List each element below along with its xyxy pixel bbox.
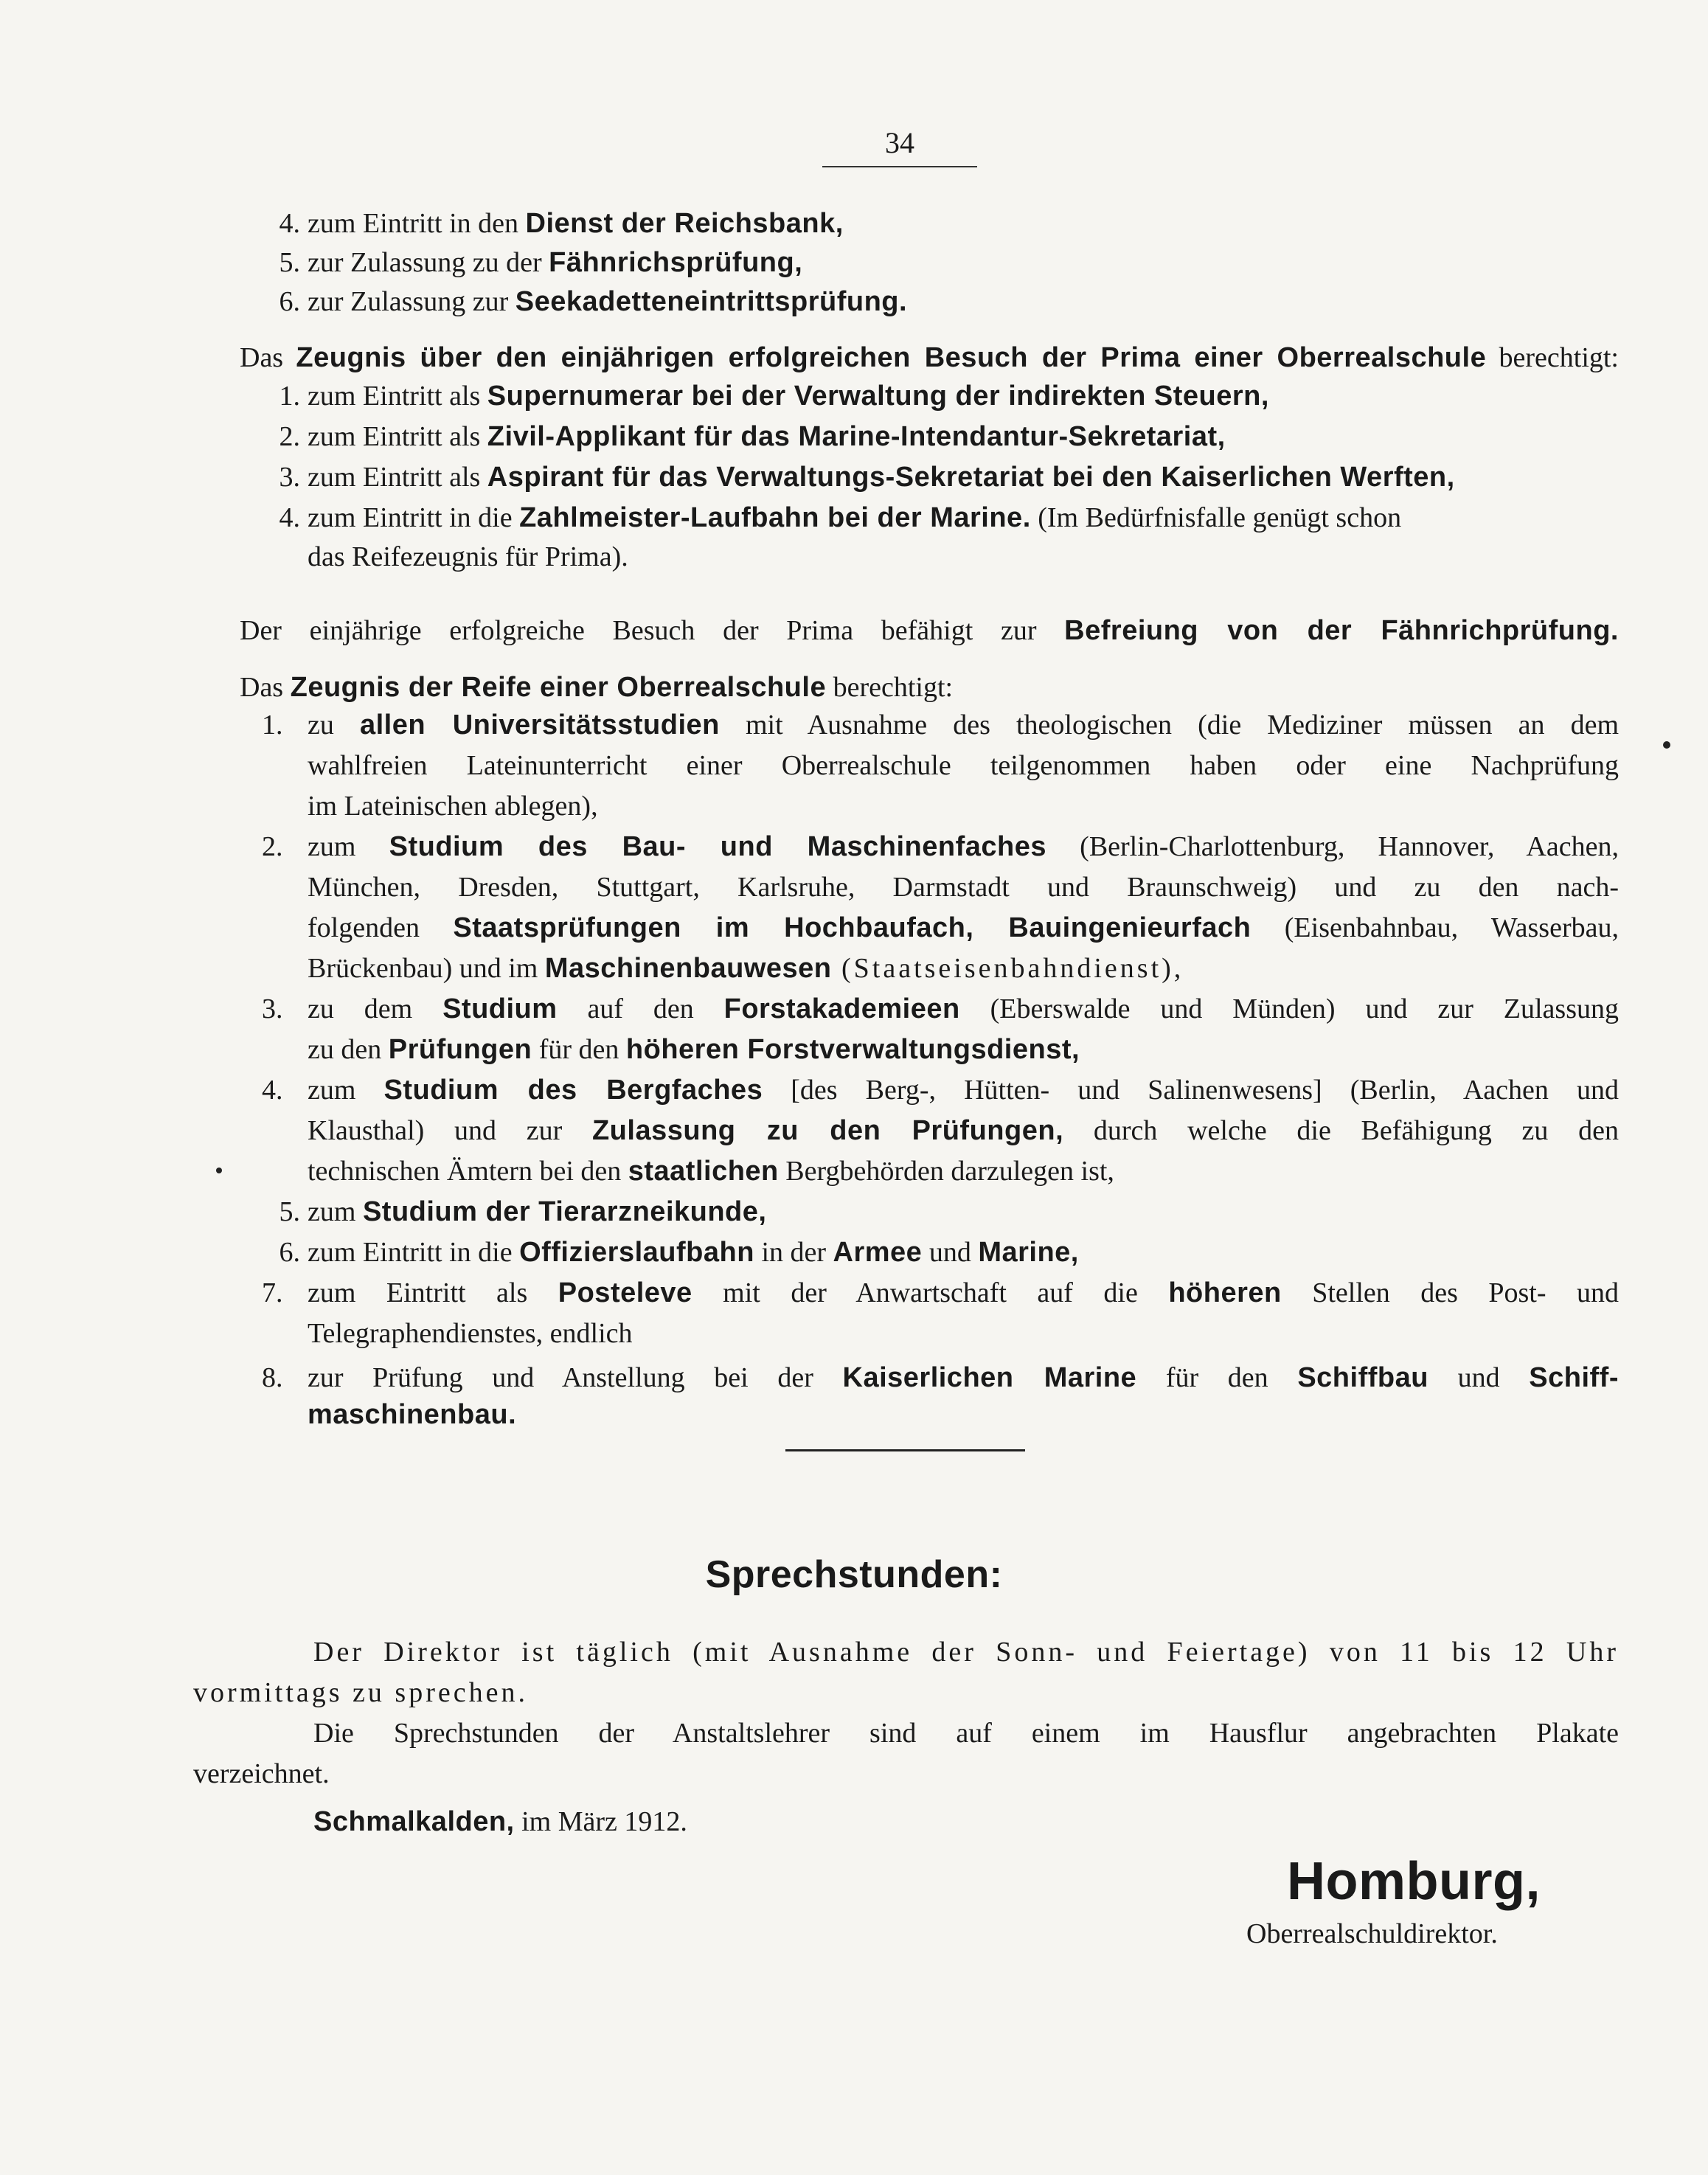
item-text: zum [308,1196,363,1227]
teacher-hours-text: Die Sprechstunden der Anstaltslehrer sind auf einem im Hausflur angebrachten Plakate [313,1718,1619,1749]
intro-post: berechtigt: [826,672,954,703]
item-continuation: München, Dresden, Stuttgart, Karlsruhe, Darmstadt und Braunschweig) und zu den nach- [308,872,1619,903]
list-item [262,707,1619,743]
cont-bold: Maschinenbauwesen [544,953,832,984]
cont-post: (Eisenbahnbau, Wasserbau, [1251,912,1619,943]
cont-bold: Prüfungen [388,1034,532,1065]
ink-speck [1663,741,1670,749]
item-mid: und [922,1237,979,1268]
item-bold: Studium [442,993,558,1024]
item-bold: Schiff- [1529,1362,1619,1393]
item-number: 1. [262,710,283,740]
item-bold: Supernumerar bei der Verwaltung der indirekten Steuern, [487,381,1269,412]
list-item [262,205,844,242]
einjaehrige-paragraph [240,612,1619,649]
item-bold: Studium der Tierarzneikunde, [362,1196,767,1227]
item-number: 4. [279,208,300,239]
item-continuation: Telegraphendienstes, endlich [308,1318,633,1349]
item-text: zum Eintritt in die [308,502,520,533]
item-mid: mit der Anwartschaft auf die [692,1277,1169,1308]
item-bold: Offizierslaufbahn [519,1237,754,1268]
item-continuation: im Lateinischen ablegen), [308,791,598,822]
item-number: 7. [262,1277,283,1308]
item-bold: Seekadetteneintrittsprüfung. [515,286,908,317]
intro-text: Das [240,672,291,703]
item-mid: in der [754,1237,833,1268]
signature-title: Oberrealschuldirektor. [1246,1918,1498,1949]
item-text: zur Prüfung und Anstellung bei der [308,1362,843,1393]
item-number: 2. [262,831,283,862]
item-bold: Fähnrichsprüfung, [549,247,803,278]
list-item [262,991,1619,1027]
item-bold: Forstakademieen [723,993,960,1024]
item-bold: Zivil-Applikant für das Marine-Intendantur-Sekretariat, [487,421,1226,452]
intro-text: Das [240,342,296,373]
prima-intro [240,339,1619,376]
signature: Homburg, [1287,1852,1541,1911]
item-text: zur Zulassung zur [308,286,515,317]
item-bold: Studium des Bau- und Maschinenfaches [389,831,1046,862]
cont-bold: Zulassung zu den Prüfungen, [591,1115,1064,1146]
item-text: zum [308,1075,384,1106]
item-bold: Studium des Bergfaches [383,1075,763,1106]
para-bold: Befreiung von der Fähnrichprüfung. [1064,615,1619,646]
item-number: 5. [279,1196,300,1227]
cont-text: technischen Ämtern bei den [308,1156,628,1187]
item-bold: Dienst der Reichsbank, [525,208,844,239]
item-number: 2. [279,421,300,452]
cont-post: (Staatseisenbahndienst), [831,953,1184,984]
date-text: im März 1912. [514,1806,687,1837]
item-post: und [1428,1362,1530,1393]
director-hours-line: vormittags zu sprechen. [193,1677,528,1708]
page-number: 34 [885,126,914,159]
cont-bold: staatlichen [628,1156,779,1187]
list-item [262,828,1619,865]
page-number-rule [822,166,977,167]
director-hours-line: Der Direktor ist täglich (mit Ausnahme der Sonn- und Feiertage) von 11 bis 12 Uhr [313,1637,1619,1668]
item-bold: höheren [1168,1277,1282,1308]
item-number: 1. [279,381,300,412]
sprechstunden-heading: Sprechstunden: [705,1553,1003,1596]
list-item [262,459,1455,496]
item-number: 4. [279,502,300,533]
intro-bold: Zeugnis der Reife einer Oberrealschule [290,672,827,703]
item-continuation [308,1153,1114,1190]
item-number: 3. [279,462,300,493]
list-item [262,244,802,281]
item-bold: Aspirant für das Verwaltungs-Sekretariat bei den Kaiserlichen Werften, [487,462,1455,493]
item-post: Stellen des Post- und [1281,1277,1620,1308]
item-post: [des Berg-, Hütten- und Salinenwesens] (Berlin, Aachen und [763,1075,1619,1106]
list-item [262,283,907,320]
item-continuation: wahlfreien Lateinunterricht einer Oberrealschule teilgenommen haben oder eine Nachprüfung [308,750,1619,781]
item-bold: Armee [833,1237,923,1268]
item-post: (Eberswalde und Münden) und zur Zulassung [959,993,1619,1024]
item-continuation [308,1031,1080,1068]
item-bold: Zahlmeister-Laufbahn bei der Marine. [519,502,1031,533]
item-bold: Posteleve [558,1277,692,1308]
item-text: zum Eintritt in die [308,1237,520,1268]
item-text: zum [308,831,389,862]
item-text: zum Eintritt in den [308,208,526,239]
item-post: mit Ausnahme des theologischen (die Mediziner müssen an dem [719,710,1620,740]
place-name: Schmalkalden, [313,1806,515,1837]
item-number: 3. [262,993,283,1024]
ink-speck [216,1168,222,1173]
cont-text: folgenden [308,912,454,943]
item-text: zur Zulassung zu der [308,247,549,278]
item-text: zum Eintritt als [308,1277,558,1308]
item-mid: für den [1136,1362,1298,1393]
item-number: 8. [262,1362,283,1393]
item-mid: auf den [557,993,724,1024]
item-text: zum Eintritt als [308,381,487,412]
intro-bold: Zeugnis über den einjährigen erfolgreichen Besuch der Prima einer Oberrealschule [296,342,1487,373]
cont-text: Klausthal) und zur [308,1115,592,1146]
item-number: 5. [279,247,300,278]
place-date [313,1803,687,1840]
para-text: Der einjährige erfolgreiche Besuch der Prima befähigt zur [240,615,1065,646]
item-number: 6. [279,286,300,317]
list-item [262,418,1226,455]
item-text: zu dem [308,993,443,1024]
item-continuation [308,1112,1619,1149]
cont-mid: für den [532,1034,626,1065]
teacher-hours-line: verzeichnet. [193,1758,330,1789]
item-post: (Im Bedürfnisfalle genügt schon [1030,502,1402,533]
item-bold: Marine, [978,1237,1079,1268]
item-continuation [308,909,1619,946]
section-divider [785,1449,1025,1451]
list-item [262,499,1401,536]
cont-bold: höheren Forstverwaltungsdienst, [625,1034,1080,1065]
list-item [262,1274,1619,1311]
cont-bold: Staatsprüfungen im Hochbaufach, Bauingenieurfach [453,912,1252,943]
item-continuation [308,950,1184,987]
item-number: 6. [279,1237,300,1268]
item-bold: Schiffbau [1297,1362,1428,1393]
list-item [262,1072,1619,1109]
item-continuation: maschinenbau. [308,1399,517,1430]
reife-intro [240,669,953,706]
item-post: (Berlin-Charlottenburg, Hannover, Aachen, [1046,831,1619,862]
item-continuation: das Reifezeugnis für Prima). [308,541,628,572]
item-number: 4. [262,1075,283,1106]
item-bold: Kaiserlichen Marine [842,1362,1137,1393]
cont-post: durch welche die Befähigung zu den [1063,1115,1619,1146]
intro-post: berechtigt: [1486,342,1619,373]
list-item [262,1234,1079,1271]
list-item [262,378,1269,414]
list-item [262,1193,766,1230]
item-text: zum Eintritt als [308,462,487,493]
cont-text: Brückenbau) und im [308,953,545,984]
item-bold: allen Universitätsstudien [359,710,720,740]
list-item [262,1359,1619,1396]
teacher-hours-line [313,1715,1619,1752]
item-text: zu [308,710,360,740]
cont-text: zu den [308,1034,389,1065]
cont-post: Bergbehörden darzulegen ist, [778,1156,1114,1187]
item-text: zum Eintritt als [308,421,487,452]
